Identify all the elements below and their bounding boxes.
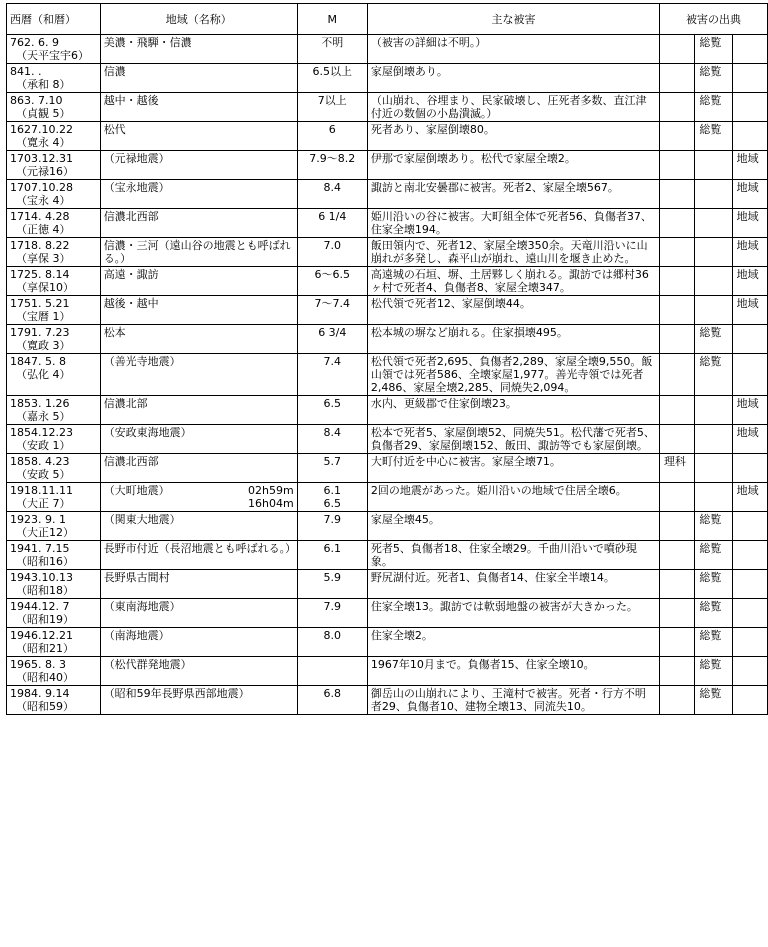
source-soran-cell: 総覧 (695, 657, 732, 686)
source-soran-cell: 総覧 (695, 599, 732, 628)
magnitude-value: 8.4 (323, 426, 342, 439)
damage-cell: 飯田領内で、死者12、家屋全壊350余。天竜川沿いに山崩れが多発し、森平山が崩れ、遠山川を堰き止めた。 (367, 238, 659, 267)
date-cell (7, 325, 101, 354)
region-cell: （昭和59年長野県西部地震） (100, 686, 297, 715)
table-row (7, 425, 768, 454)
shock-time-1: 02h59m (248, 484, 294, 497)
western-date: 1751. 5.21 (10, 297, 70, 310)
region-cell: （南海地震） (100, 628, 297, 657)
magnitude-value: 6 1/4 (318, 210, 347, 223)
magnitude-cell (297, 454, 367, 483)
date-cell (7, 512, 101, 541)
region-cell: 松本 (100, 325, 297, 354)
table-row (7, 267, 768, 296)
source-soran-cell: 総覧 (695, 122, 732, 151)
magnitude-cell (297, 599, 367, 628)
magnitude-value: 8.4 (323, 181, 342, 194)
source-soran-cell (695, 296, 732, 325)
source-rika-cell (660, 657, 695, 686)
date-cell (7, 209, 101, 238)
western-date: 1944.12. 7 (10, 600, 70, 613)
damage-cell: 大町付近を中心に被害。家屋全壊71。 (367, 454, 659, 483)
table-body (7, 35, 768, 715)
table-row (7, 599, 768, 628)
source-chiiki-cell: 地域 (732, 296, 767, 325)
source-chiiki-cell (732, 35, 767, 64)
date-cell (7, 238, 101, 267)
source-rika-cell (660, 628, 695, 657)
date-cell (7, 686, 101, 715)
date-cell (7, 396, 101, 425)
magnitude-cell (297, 64, 367, 93)
header-magnitude: M (297, 4, 367, 35)
date-cell (7, 354, 101, 396)
source-soran-cell (695, 396, 732, 425)
source-chiiki-cell (732, 354, 767, 396)
damage-cell: 松本城の塀など崩れる。住家損壊495。 (367, 325, 659, 354)
region-cell: 信濃北部 (100, 396, 297, 425)
japanese-era: （寛永 4） (16, 136, 71, 149)
western-date: 1965. 8. 3 (10, 658, 66, 671)
magnitude-cell (297, 93, 367, 122)
damage-cell: 家屋全壊45。 (367, 512, 659, 541)
source-soran-cell: 総覧 (695, 686, 732, 715)
region-cell: （宝永地震） (100, 180, 297, 209)
region-cell: （東南海地震） (100, 599, 297, 628)
table-row (7, 325, 768, 354)
source-chiiki-cell (732, 541, 767, 570)
damage-cell: 1967年10月まで。負傷者15、住家全壊10。 (367, 657, 659, 686)
region-cell: 信濃北西部 (100, 454, 297, 483)
region-cell: 信濃・三河（遠山谷の地震とも呼ばれる。） (100, 238, 297, 267)
table-row (7, 454, 768, 483)
region-cell: （元禄地震） (100, 151, 297, 180)
japanese-era: （昭和59） (16, 700, 74, 713)
western-date: 1854.12.23 (10, 426, 73, 439)
damage-cell: 2回の地震があった。姫川沿いの地域で住居全壊6。 (367, 483, 659, 512)
date-cell (7, 628, 101, 657)
region-cell: 越中・越後 (100, 93, 297, 122)
source-chiiki-cell (732, 657, 767, 686)
date-cell (7, 35, 101, 64)
magnitude-value: 6.8 (323, 687, 342, 700)
magnitude-value: 6.1 (323, 484, 342, 497)
region-cell: 松代 (100, 122, 297, 151)
magnitude-cell (297, 180, 367, 209)
table-row (7, 512, 768, 541)
magnitude-cell (297, 396, 367, 425)
magnitude-value: 6.5以上 (312, 65, 353, 78)
western-date: 1946.12.21 (10, 629, 73, 642)
damage-cell: 松代領で死者12、家屋倒壊44。 (367, 296, 659, 325)
japanese-era: （承和 8） (16, 78, 71, 91)
western-date: 1707.10.28 (10, 181, 73, 194)
table-row (7, 35, 768, 64)
source-soran-cell: 総覧 (695, 354, 732, 396)
source-chiiki-cell: 地域 (732, 425, 767, 454)
source-rika-cell (660, 93, 695, 122)
japanese-era: （大正 7） (16, 497, 71, 510)
region-cell: （善光寺地震） (100, 354, 297, 396)
magnitude-value: 7.0 (323, 239, 342, 252)
magnitude-value: 6～6.5 (314, 268, 351, 281)
magnitude-value: 6 3/4 (318, 326, 347, 339)
source-rika-cell (660, 396, 695, 425)
magnitude-cell (297, 483, 367, 512)
damage-cell: 松本で死者5、家屋倒壊52、同焼失51。松代藩で死者5、負傷者29、家屋倒壊152、飯田、諏訪等でも家屋倒壊。 (367, 425, 659, 454)
magnitude-cell (297, 238, 367, 267)
table-row (7, 180, 768, 209)
source-chiiki-cell: 地域 (732, 209, 767, 238)
region-cell: 高遠・諏訪 (100, 267, 297, 296)
damage-cell: 水内、更級郡で住家倒壊23。 (367, 396, 659, 425)
magnitude-cell (297, 657, 367, 686)
date-cell (7, 122, 101, 151)
damage-cell: 松代領で死者2,695、負傷者2,289、家屋全壊9,550。飯山領では死者586、全壊家屋1,977。善光寺領では死者2,486、家屋全壊2,285、同焼失2,094。 (367, 354, 659, 396)
western-date: 841. . (10, 65, 42, 78)
damage-cell: 姫川沿いの谷に被害。大町組全体で死者56、負傷者37、住家全壊194。 (367, 209, 659, 238)
source-chiiki-cell (732, 122, 767, 151)
magnitude-cell (297, 354, 367, 396)
table-row (7, 354, 768, 396)
damage-cell: 諏訪と南北安曇郡に被害。死者2、家屋全壊567。 (367, 180, 659, 209)
table-row (7, 686, 768, 715)
damage-cell: 伊那で家屋倒壊あり。松代で家屋全壊2。 (367, 151, 659, 180)
source-rika-cell (660, 483, 695, 512)
shock-time-2: 16h04m (248, 497, 294, 510)
source-rika-cell (660, 180, 695, 209)
magnitude-value: 6.1 (323, 542, 342, 555)
source-soran-cell: 総覧 (695, 325, 732, 354)
source-soran-cell (695, 425, 732, 454)
source-rika-cell: 理科 (660, 454, 695, 483)
source-soran-cell (695, 180, 732, 209)
magnitude-cell (297, 570, 367, 599)
source-soran-cell: 総覧 (695, 93, 732, 122)
source-rika-cell (660, 425, 695, 454)
date-cell (7, 93, 101, 122)
magnitude-cell (297, 296, 367, 325)
western-date: 1853. 1.26 (10, 397, 70, 410)
source-chiiki-cell: 地域 (732, 180, 767, 209)
region-name: （大町地震） (103, 484, 170, 497)
earthquake-history-table (6, 3, 768, 715)
magnitude-value: 7.4 (323, 355, 342, 368)
source-chiiki-cell (732, 93, 767, 122)
source-soran-cell (695, 267, 732, 296)
damage-cell: 高遠城の石垣、塀、土居夥しく崩れる。諏訪では郷村36ヶ村で死者4、負傷者8、家屋全壊347。 (367, 267, 659, 296)
damage-cell: （山崩れ、谷埋まり、民家破壊し、圧死者多数、直江津付近の数個の小島潰滅。） (367, 93, 659, 122)
source-rika-cell (660, 267, 695, 296)
table-row (7, 122, 768, 151)
western-date: 1725. 8.14 (10, 268, 70, 281)
magnitude-value: 7以上 (317, 94, 347, 107)
source-chiiki-cell (732, 686, 767, 715)
source-soran-cell: 総覧 (695, 570, 732, 599)
magnitude-cell (297, 209, 367, 238)
source-chiiki-cell (732, 628, 767, 657)
source-rika-cell (660, 599, 695, 628)
date-cell (7, 180, 101, 209)
date-cell (7, 454, 101, 483)
table-row (7, 296, 768, 325)
source-soran-cell: 総覧 (695, 35, 732, 64)
western-date: 1703.12.31 (10, 152, 73, 165)
magnitude-cell (297, 325, 367, 354)
source-chiiki-cell (732, 325, 767, 354)
magnitude-cell (297, 267, 367, 296)
table-row (7, 151, 768, 180)
table-row (7, 93, 768, 122)
western-date: 1718. 8.22 (10, 239, 70, 252)
japanese-era: （嘉永 5） (16, 410, 71, 423)
source-rika-cell (660, 541, 695, 570)
magnitude-value: 8.0 (323, 629, 342, 642)
header-source: 被害の出典 (660, 4, 768, 35)
magnitude-cell (297, 425, 367, 454)
magnitude-cell (297, 151, 367, 180)
source-soran-cell (695, 209, 732, 238)
magnitude-cell (297, 35, 367, 64)
region-cell: 長野市付近（長沼地震とも呼ばれる。） (100, 541, 297, 570)
source-rika-cell (660, 296, 695, 325)
date-cell (7, 483, 101, 512)
date-cell (7, 425, 101, 454)
damage-cell: （被害の詳細は不明。） (367, 35, 659, 64)
region-cell: 信濃 (100, 64, 297, 93)
magnitude-value: 7.9 (323, 600, 342, 613)
table-row (7, 541, 768, 570)
magnitude-value: 不明 (321, 36, 344, 49)
table-row (7, 238, 768, 267)
source-rika-cell (660, 151, 695, 180)
damage-cell: 死者あり、家屋倒壊80。 (367, 122, 659, 151)
source-chiiki-cell: 地域 (732, 267, 767, 296)
source-rika-cell (660, 35, 695, 64)
damage-cell: 住家全壊13。諏訪では軟弱地盤の被害が大きかった。 (367, 599, 659, 628)
table-row (7, 628, 768, 657)
magnitude-cell (297, 512, 367, 541)
source-soran-cell: 総覧 (695, 541, 732, 570)
source-chiiki-cell: 地域 (732, 151, 767, 180)
source-rika-cell (660, 238, 695, 267)
source-rika-cell (660, 570, 695, 599)
damage-cell: 住家全壊2。 (367, 628, 659, 657)
magnitude-value: 7.9～8.2 (309, 152, 356, 165)
japanese-era: （安政 1） (16, 439, 71, 452)
japanese-era: （寛政 3） (16, 339, 71, 352)
header-date: 西暦（和暦） (7, 4, 101, 35)
japanese-era: （元禄16） (16, 165, 74, 178)
japanese-era: （正徳 4） (16, 223, 71, 236)
western-date: 1858. 4.23 (10, 455, 70, 468)
source-chiiki-cell (732, 64, 767, 93)
source-chiiki-cell (732, 512, 767, 541)
table-row (7, 209, 768, 238)
japanese-era: （昭和18） (16, 584, 74, 597)
date-cell (7, 296, 101, 325)
western-date: 1923. 9. 1 (10, 513, 66, 526)
western-date: 1714. 4.28 (10, 210, 70, 223)
magnitude-value: 7.9 (323, 513, 342, 526)
source-soran-cell: 総覧 (695, 628, 732, 657)
region-cell: 長野県古間村 (100, 570, 297, 599)
source-soran-cell: 総覧 (695, 512, 732, 541)
table-row (7, 657, 768, 686)
source-chiiki-cell (732, 570, 767, 599)
japanese-era: （安政 5） (16, 468, 71, 481)
japanese-era: （昭和21） (16, 642, 74, 655)
japanese-era: （弘化 4） (16, 368, 71, 381)
western-date: 1941. 7.15 (10, 542, 70, 555)
source-soran-cell (695, 151, 732, 180)
date-cell (7, 541, 101, 570)
magnitude-cell (297, 122, 367, 151)
source-soran-cell (695, 454, 732, 483)
source-chiiki-cell: 地域 (732, 483, 767, 512)
date-cell (7, 657, 101, 686)
source-rika-cell (660, 64, 695, 93)
japanese-era: （昭和19） (16, 613, 74, 626)
damage-cell: 野尻湖付近。死者1、負傷者14、住家全半壊14。 (367, 570, 659, 599)
japanese-era: （享保 3） (16, 252, 71, 265)
japanese-era: （昭和40） (16, 671, 74, 684)
source-rika-cell (660, 354, 695, 396)
source-soran-cell (695, 483, 732, 512)
western-date: 1984. 9.14 (10, 687, 70, 700)
header-region: 地域（名称） (100, 4, 297, 35)
region-cell: （関東大地震） (100, 512, 297, 541)
source-chiiki-cell: 地域 (732, 238, 767, 267)
region-cell: 美濃・飛騨・信濃 (100, 35, 297, 64)
region-cell: （松代群発地震） (100, 657, 297, 686)
japanese-era: （享保10） (16, 281, 74, 294)
japanese-era: （宝暦 1） (16, 310, 71, 323)
region-cell (100, 483, 297, 512)
table-row (7, 483, 768, 512)
damage-cell: 死者5、負傷者18、住家全壊29。千曲川沿いで噴砂現象。 (367, 541, 659, 570)
western-date: 1627.10.22 (10, 123, 73, 136)
japanese-era: （昭和16） (16, 555, 74, 568)
source-rika-cell (660, 122, 695, 151)
source-soran-cell: 総覧 (695, 64, 732, 93)
western-date: 1943.10.13 (10, 571, 73, 584)
table-row (7, 396, 768, 425)
magnitude-value: 7～7.4 (314, 297, 351, 310)
source-soran-cell (695, 238, 732, 267)
date-cell (7, 570, 101, 599)
source-rika-cell (660, 512, 695, 541)
western-date: 762. 6. 9 (10, 36, 59, 49)
magnitude-value: 6 (328, 123, 336, 136)
damage-cell: 御岳山の山崩れにより、王滝村で被害。死者・行方不明者29、負傷者10、建物全壊13、同流失10。 (367, 686, 659, 715)
region-cell: （安政東海地震） (100, 425, 297, 454)
japanese-era: （大正12） (16, 526, 74, 539)
date-cell (7, 151, 101, 180)
source-chiiki-cell (732, 454, 767, 483)
western-date: 1918.11.11 (10, 484, 73, 497)
source-rika-cell (660, 209, 695, 238)
japanese-era: （貞観 5） (16, 107, 71, 120)
source-rika-cell (660, 325, 695, 354)
date-cell (7, 599, 101, 628)
japanese-era: （天平宝宇6） (16, 49, 89, 62)
magnitude-cell (297, 686, 367, 715)
region-cell: 信濃北西部 (100, 209, 297, 238)
western-date: 1791. 7.23 (10, 326, 70, 339)
damage-cell: 家屋倒壊あり。 (367, 64, 659, 93)
region-cell: 越後・越中 (100, 296, 297, 325)
table-header-row (7, 4, 768, 35)
header-damage: 主な被害 (367, 4, 659, 35)
source-chiiki-cell: 地域 (732, 396, 767, 425)
magnitude-value-2: 6.5 (323, 497, 342, 510)
western-date: 863. 7.10 (10, 94, 63, 107)
japanese-era: （宝永 4） (16, 194, 71, 207)
western-date: 1847. 5. 8 (10, 355, 66, 368)
magnitude-cell (297, 628, 367, 657)
date-cell (7, 64, 101, 93)
table-row (7, 570, 768, 599)
source-chiiki-cell (732, 599, 767, 628)
magnitude-value: 6.5 (323, 397, 342, 410)
magnitude-value: 5.9 (323, 571, 342, 584)
magnitude-cell (297, 541, 367, 570)
source-rika-cell (660, 686, 695, 715)
magnitude-value: 5.7 (323, 455, 342, 468)
date-cell (7, 267, 101, 296)
table-row (7, 64, 768, 93)
